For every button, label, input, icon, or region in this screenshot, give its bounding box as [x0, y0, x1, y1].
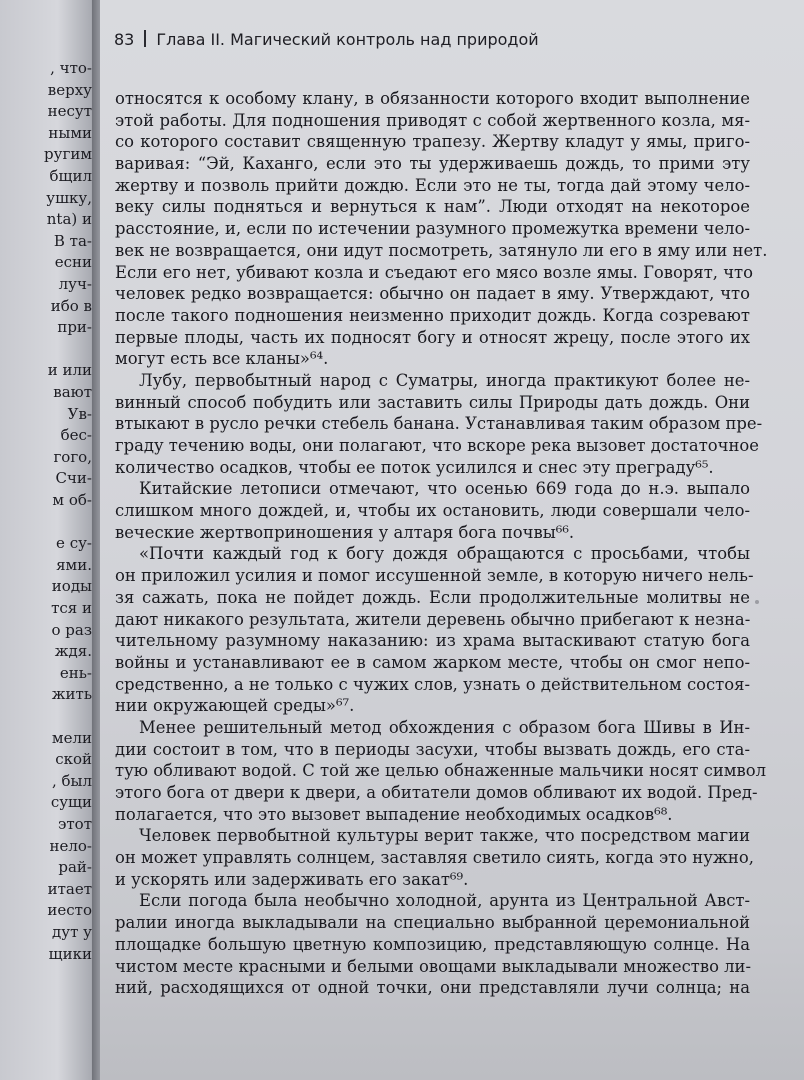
- text-line: относятся к особому клану, в обязанности которого входит выполнение: [115, 89, 750, 108]
- left-page-fragment: есни: [54, 253, 92, 272]
- text-line: нии окружающей среды»⁶⁷.: [115, 696, 355, 716]
- left-page-fragment: и или: [47, 361, 92, 380]
- text-line: расстояние, и, если по истечении разумного промежутка времени чело-: [115, 219, 750, 239]
- left-page-fragment: сущи: [50, 793, 92, 812]
- text-line: дают никакого результата, жители деревень обычно прибегают к незна-: [115, 609, 751, 629]
- left-page-fragment: ень-: [59, 663, 92, 682]
- left-page-fragment: бщил: [49, 167, 92, 185]
- left-page-fragment: , был: [51, 771, 92, 790]
- left-page-fragment: нело-: [49, 836, 92, 855]
- text-line: тую обливают водой. С той же целью обнаженные мальчики носят символ: [115, 761, 767, 781]
- body-text: [115, 88, 768, 999]
- left-page-fragment: гого,: [53, 447, 92, 466]
- left-page-fragment: ушку,: [46, 188, 92, 207]
- left-page-fragment: ями.: [56, 555, 92, 574]
- left-page-edge: [0, 0, 96, 1080]
- left-page-fragment: иоды: [51, 577, 92, 596]
- left-page-fragment: мели: [51, 728, 92, 747]
- text-line: варивая: “Эй, Каханго, если это ты удерживаешь дождь, то прими эту: [115, 154, 750, 174]
- text-line: веку силы подняться и вернуться к нам”. Люди отходят на некоторое: [115, 197, 750, 217]
- text-line: первые плоды, часть их подносят богу и относят жрецу, после этого их: [115, 327, 750, 347]
- paper-spot: [755, 600, 759, 604]
- left-page-fragment: этот: [57, 815, 92, 833]
- left-page-fragment: рай-: [58, 858, 92, 877]
- chapter-title: Глава II. Магический контроль над природой: [156, 30, 539, 49]
- left-page-fragment: тся и: [51, 599, 92, 617]
- text-line: он может управлять солнцем, заставляя светило сиять, когда это нужно,: [115, 848, 754, 868]
- left-page-fragment: вают: [53, 383, 92, 401]
- text-line: войны и устанавливают ее в самом жарком месте, чтобы он смог непо-: [115, 652, 750, 672]
- left-page-fragment: несут: [47, 102, 92, 121]
- left-page-fragment: дут у: [52, 923, 92, 941]
- text-line: граду течению воды, они полагают, что вскоре река вызовет достаточное: [115, 436, 759, 455]
- left-page-fragment: итает: [47, 879, 92, 898]
- text-line: со которого составит священную трапезу. Жертву кладут у ямы, приго-: [115, 132, 750, 152]
- left-page-fragment: верху: [47, 80, 92, 99]
- left-page-fragment: ждя.: [54, 642, 92, 661]
- left-page-fragment: ибо в: [50, 296, 92, 315]
- text-line: чистом месте красными и белыми овощами выкладывали множество ли-: [115, 956, 752, 976]
- text-line: площадке большую цветную композицию, представляющую солнце. На: [115, 934, 750, 954]
- left-page-fragment: ской: [55, 750, 92, 769]
- left-page-fragment: В та-: [53, 231, 92, 250]
- left-page-fragment: щики: [48, 944, 92, 963]
- text-line: слишком много дождей, и, чтобы их остановить, люди совершали чело-: [115, 501, 750, 521]
- text-line: век не возвращается, они идут посмотреть, затянуло ли его в яму или нет.: [115, 240, 768, 260]
- left-page-fragment: иесто: [47, 901, 92, 920]
- page-number: 83: [114, 30, 135, 49]
- text-line: Человек первобытной культуры верит также, что посредством магии: [139, 826, 750, 846]
- left-page-fragment: е су-: [56, 534, 92, 553]
- text-line: количество осадков, чтобы ее поток усилился и снес эту преграду⁶⁵.: [115, 457, 714, 477]
- text-line: Лубу, первобытный народ с Суматры, иногда практикуют более не-: [139, 370, 750, 390]
- text-line: жертву и позволь прийти дождю. Если это не ты, тогда дай этому чело-: [115, 175, 750, 195]
- text-line: Если погода была необычно холодной, арунта из Центральной Авст-: [139, 891, 750, 911]
- text-line: Если его нет, убивают козла и съедают его мясо возле ямы. Говорят, что: [115, 262, 753, 282]
- text-line: полагается, что это вызовет выпадение необходимых осадков⁶⁸.: [115, 804, 673, 824]
- text-line: этой работы. Для подношения приводят с собой жертвенного козла, мя-: [115, 110, 750, 130]
- running-header: [114, 30, 539, 49]
- header-divider: [144, 30, 146, 47]
- text-line: средственно, а не только с чужих слов, узнать о действительном состоя-: [115, 674, 750, 694]
- left-page-fragment: луч-: [58, 275, 92, 293]
- left-page-fragment: , что-: [50, 59, 92, 77]
- text-line: этого бога от двери к двери, а обитатели домов обливают их водой. Пред-: [115, 783, 758, 802]
- text-line: ний, расходящихся от одной точки, они представляли лучи солнца; на: [115, 978, 750, 998]
- text-line: чительному разумному наказанию: из храма вытаскивают статую бога: [115, 631, 750, 651]
- left-page-fragment: жить: [51, 685, 92, 704]
- text-line: Менее решительный метод обхождения с образом бога Шивы в Ин-: [139, 717, 750, 737]
- left-page-fragment: nta) и: [46, 210, 92, 229]
- left-page-fragment: Счи-: [55, 469, 92, 488]
- text-line: он приложил усилия и помог иссушенной земле, в которую ничего нель-: [115, 566, 754, 586]
- right-page: [100, 0, 804, 1080]
- text-line: «Почти каждый год к богу дождя обращаются с просьбами, чтобы: [139, 544, 750, 564]
- left-page-fragment: бес-: [60, 426, 92, 445]
- left-page-fragment: Ув-: [67, 404, 92, 423]
- text-line: ралии иногда выкладывали на специально выбранной церемониальной: [115, 913, 750, 933]
- left-page-fragment: ругим: [44, 145, 92, 164]
- text-line: зя сажать, пока не пойдет дождь. Если продолжительные молитвы не: [115, 587, 750, 607]
- left-page-fragment: при-: [57, 318, 92, 337]
- text-line: дии состоит в том, что в периоды засухи, чтобы вызвать дождь, его ста-: [115, 739, 750, 759]
- left-page-fragment: о раз: [51, 620, 92, 639]
- text-line: Китайские летописи отмечают, что осенью 669 года до н.э. выпало: [139, 479, 750, 499]
- text-line: винный способ побудить или заставить силы Природы дать дождь. Они: [115, 392, 750, 412]
- left-page-fragment: ными: [48, 123, 92, 142]
- text-line: человек редко возвращается: обычно он падает в яму. Утверждают, что: [115, 284, 750, 304]
- text-line: и ускорять или задерживать его закат⁶⁹.: [115, 869, 469, 889]
- text-line: после такого подношения неизменно приходит дождь. Когда созревают: [115, 305, 750, 325]
- text-line: веческие жертвоприношения у алтаря бога почвы⁶⁶.: [115, 522, 575, 542]
- left-page-fragment: м об-: [52, 491, 92, 509]
- text-line: могут есть все кланы»⁶⁴.: [115, 349, 329, 369]
- text-line: втыкают в русло речки стебель банана. Устанавливая таким образом пре-: [115, 414, 763, 434]
